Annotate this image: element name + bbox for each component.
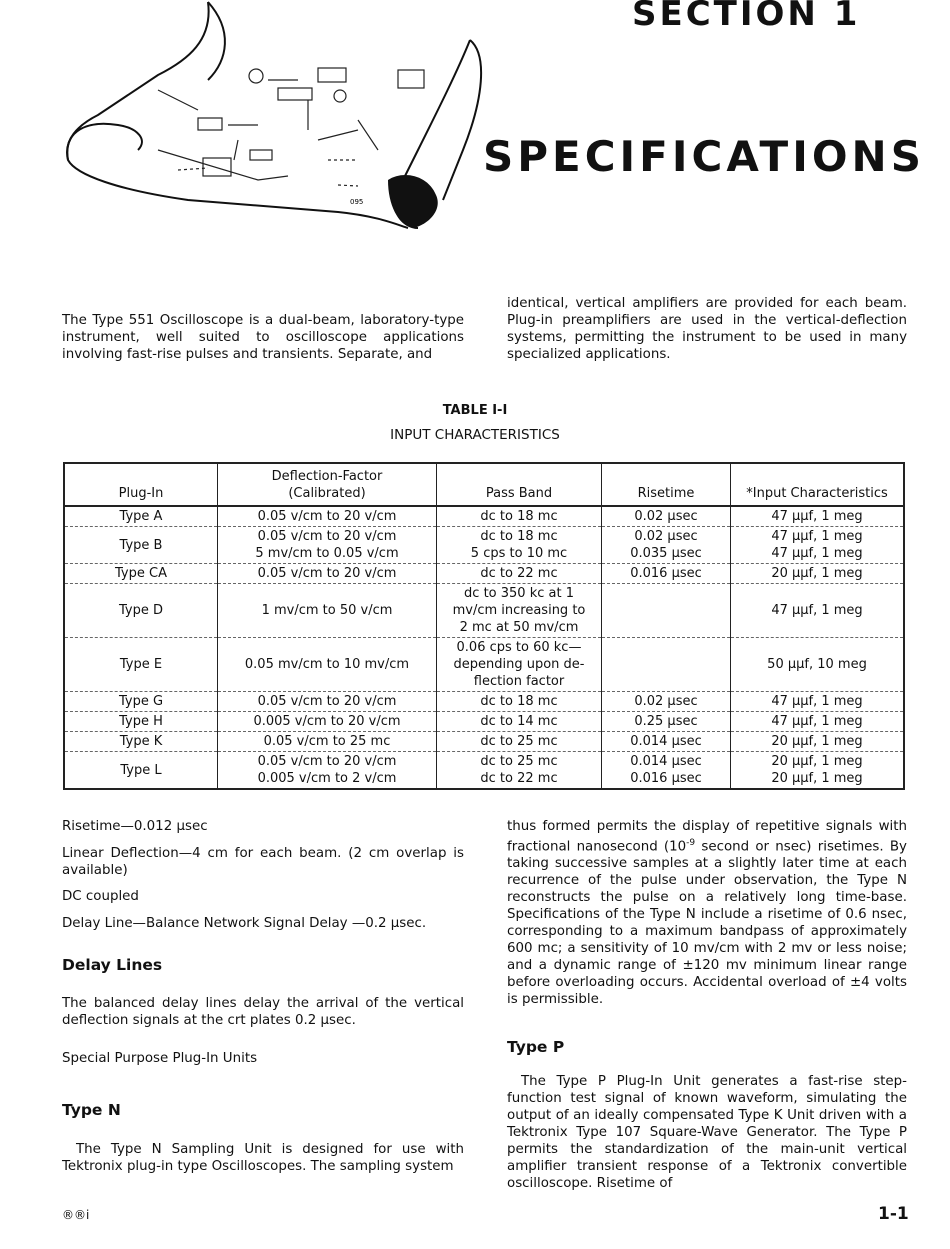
table-row [64,584,904,638]
cell-line: 0.02 μsec [634,694,698,709]
cell-line: 0.05 v/cm to 20 v/cm [257,566,397,581]
cell-line: 0.02 μsec [634,529,698,544]
cell-passband [437,712,602,732]
cell-risetime [602,527,731,564]
page-title: SPECIFICATIONS [483,132,925,181]
cell-line: 0.014 μsec [630,734,702,749]
cell-deflection [218,692,437,712]
intro-right: identical, vertical amplifiers are provided for each beam. Plug-in preamplifiers are used in the vertical-deflection systems, permitting the instrument to be used in many specialized applications. [507,296,907,362]
cell-line: 0.02 μsec [634,509,698,524]
header-deflection-line-2: (Calibrated) [288,486,366,501]
table-row [64,638,904,692]
cell-line: 0.05 v/cm to 20 v/cm [257,529,397,544]
cell-line: dc to 22 mc [480,771,558,786]
header-deflection [218,463,437,506]
table-row [64,692,904,712]
table-row [64,564,904,584]
cell-line: dc to 18 mc [480,529,558,544]
table-row [64,732,904,752]
cell-deflection [218,712,437,732]
cell-line: 47 μμf, 1 meg [771,603,863,618]
table-row [64,712,904,732]
cell-line: dc to 25 mc [480,754,558,769]
delay-line-spec: Delay Line—Balance Network Signal Delay —0.2 μsec. [62,916,427,931]
cell-line: 20 μμf, 1 meg [771,754,863,769]
cell-risetime [602,692,731,712]
cell-line: 47 μμf, 1 meg [771,546,863,561]
header-deflection-line-1: Deflection-Factor [271,469,383,484]
cell-line: 47 μμf, 1 meg [771,714,863,729]
cell-plugin: Type L [120,762,162,778]
table-caption: INPUT CHARACTERISTICS [390,427,560,443]
delay-lines-heading: Delay Lines [62,956,163,974]
type-n-continued-part-1: thus formed permits the display of repetitive signals with fractional nanosecond (10 [507,819,907,855]
cell-line: mv/cm increasing to [452,603,586,618]
cell-risetime [602,584,731,638]
cell-line: 47 μμf, 1 meg [771,509,863,524]
cell-risetime [602,564,731,584]
risetime-spec: Risetime—0.012 μsec [62,819,208,834]
cell-deflection [218,564,437,584]
cell-input [731,584,905,638]
cell-line: dc to 22 mc [480,566,558,581]
type-n-heading: Type N [62,1101,121,1119]
table-header-row [64,463,904,506]
cell-risetime [602,638,731,692]
cell-line: 0.05 v/cm to 20 v/cm [257,509,397,524]
table-label: TABLE I-I [442,403,508,418]
header-risetime: Risetime [602,463,731,506]
input-characteristics-table [63,462,905,790]
intro-left: The Type 551 Oscilloscope is a dual-beam, laboratory-type instrument, well suited to oscilloscope applications involving fast-rise pulses and transients. Separate, and [62,313,464,362]
cell-line: 0.016 μsec [630,771,702,786]
cell-input [731,692,905,712]
cell-passband [437,506,602,527]
footer-mark: ®®i [62,1208,90,1222]
cell-line: 5 mv/cm to 0.05 v/cm [255,546,399,561]
header-plugin: Plug-In [64,463,218,506]
special-purpose-label: Special Purpose Plug-In Units [62,1051,258,1066]
cell-input [731,564,905,584]
cell-line: 50 μμf, 10 meg [767,657,867,672]
svg-text:095: 095 [350,198,364,206]
cell-line: 0.035 μsec [630,546,702,561]
header-passband: Pass Band [437,463,602,506]
cell-line: 1 mv/cm to 50 v/cm [261,603,393,618]
cell-input [731,752,905,790]
section-label: SECTION 1 [632,0,861,34]
table-row [64,752,904,790]
cell-line: 0.06 cps to 60 kc— [456,640,582,655]
cell-line: 47 μμf, 1 meg [771,529,863,544]
table-row [64,506,904,527]
table-row [64,527,904,564]
type-n-continued-part-2: second or nsec) risetimes. By taking successive samples at a slightly later time at each recurrence of the pulse under observation, the Type N reconstructs the pulse on a relatively long time-base. Specifications of the Type N include a risetime of 0.6 nsec, corresponding to a maximum bandpass of approximately 600 mc; a sensitivity of 10 mv/cm with 2 mv or less noise; and a dynamic range of ±120 mv minimum linear range before overloading occurs. Accidental overload of ±4 volts is permissible. [507,839,907,1008]
cell-line: 0.05 v/cm to 20 v/cm [257,754,397,769]
cell-line: 0.014 μsec [630,754,702,769]
cell-line: dc to 18 mc [480,694,558,709]
cell-input [731,527,905,564]
cell-passband [437,638,602,692]
cell-plugin: Type G [64,692,218,712]
cell-deflection [218,584,437,638]
type-n-continued [507,818,907,1008]
cell-deflection [218,638,437,692]
cell-plugin: Type H [64,712,218,732]
type-n-exponent: -9 [686,838,696,848]
type-p-text: The Type P Plug-In Unit generates a fast-rise step-function test signal of known waveform, simulating the output of an ideally compensated Type K Unit driven with a Tektronix Type 107 Square-Wave Generator. The Type P permits the standardization of the main-unit vertical amplifier transient response of a Tektronix convertible oscilloscope. Risetime of [507,1074,907,1191]
delay-lines-text: The balanced delay lines delay the arrival of the vertical deflection signals at the crt plates 0.2 μsec. [62,996,464,1028]
cell-input [731,638,905,692]
cell-line: 0.25 μsec [634,714,698,729]
cell-passband [437,527,602,564]
cell-line: flection factor [473,674,565,689]
type-p-heading: Type P [507,1038,565,1056]
cell-line: 0.005 v/cm to 2 v/cm [257,771,397,786]
cell-line: 0.05 v/cm to 25 mc [263,734,391,749]
cell-line: dc to 18 mc [480,509,558,524]
cell-plugin: Type CA [64,564,218,584]
blueprint-scroll-illustration [58,0,490,232]
cell-plugin: Type E [64,638,218,692]
cell-line: 20 μμf, 1 meg [771,734,863,749]
type-n-text: The Type N Sampling Unit is designed for use with Tektronix plug-in type Oscilloscopes. The sampling system [62,1142,464,1174]
cell-line: 0.016 μsec [630,566,702,581]
cell-input [731,506,905,527]
table-body [64,506,904,789]
cell-passband [437,752,602,790]
cell-deflection [218,732,437,752]
cell-passband [437,732,602,752]
cell-plugin: Type B [64,527,218,564]
cell-line: 5 cps to 10 mc [470,546,568,561]
linear-deflection-spec: Linear Deflection—4 cm for each beam. (2 cm overlap is available) [62,846,464,878]
cell-line: depending upon de- [453,657,585,672]
cell-line: 2 mc at 50 mv/cm [459,620,579,635]
cell-line: dc to 14 mc [480,714,558,729]
cell-line: 20 μμf, 1 meg [771,771,863,786]
cell-line: dc to 350 kc at 1 [464,586,574,601]
cell-line: 0.05 v/cm to 20 v/cm [257,694,397,709]
cell-line: 47 μμf, 1 meg [771,694,863,709]
cell-input [731,712,905,732]
cell-deflection [218,527,437,564]
cell-passband [437,564,602,584]
page-number: 1-1 [878,1204,909,1224]
cell-line: 0.05 mv/cm to 10 mv/cm [244,657,410,672]
cell-plugin: Type K [64,732,218,752]
cell-risetime [602,506,731,527]
cell-line: dc to 25 mc [480,734,558,749]
cell-plugin: Type A [64,506,218,527]
dc-coupled-spec: DC coupled [62,889,139,904]
cell-risetime [602,712,731,732]
cell-passband [437,692,602,712]
cell-risetime [602,732,731,752]
cell-plugin: Type D [64,584,218,638]
header-input: *Input Characteristics [731,463,905,506]
cell-input [731,732,905,752]
cell-line: 20 μμf, 1 meg [771,566,863,581]
cell-risetime [602,752,731,790]
cell-line: 0.005 v/cm to 20 v/cm [253,714,401,729]
cell-passband [437,584,602,638]
cell-deflection [218,752,437,790]
cell-deflection [218,506,437,527]
